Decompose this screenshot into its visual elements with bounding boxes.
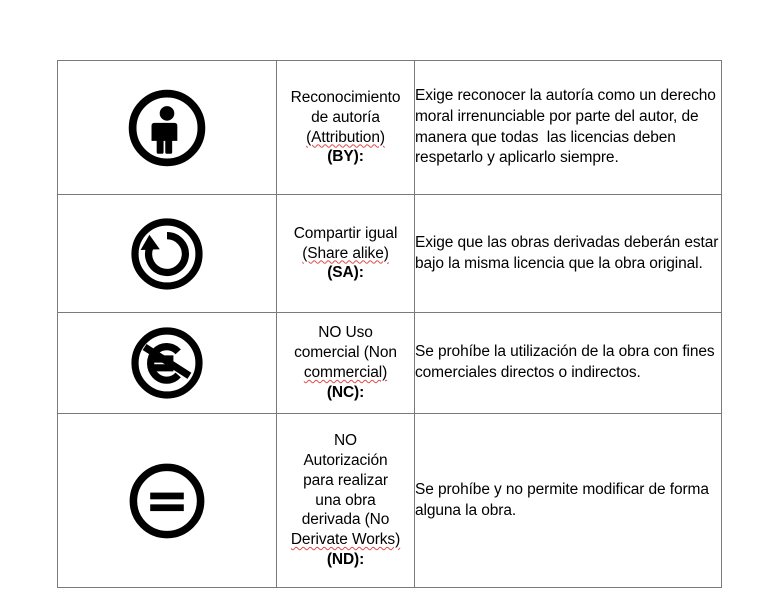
- table-row: [58, 195, 722, 313]
- license-code-sa: (SA):: [327, 264, 364, 282]
- name-cell-sa: [277, 195, 415, 313]
- license-name-nc: [277, 323, 414, 402]
- license-code-by: (BY):: [327, 148, 364, 166]
- license-code-nc: (NC):: [326, 383, 365, 401]
- name-line: Compartir igual: [293, 224, 398, 242]
- description-cell-nc: [415, 313, 722, 414]
- icon-cell-by: [58, 61, 277, 195]
- name-line: comercial (Non: [294, 344, 397, 362]
- name-line-misspelled: Derivate Works): [290, 531, 401, 549]
- cc-by-icon: [58, 75, 276, 181]
- cc-nd-icon: [58, 449, 276, 553]
- cc-nc-icon: [58, 313, 276, 413]
- license-name-nd: [277, 431, 414, 570]
- description-cell-by: [415, 61, 722, 195]
- description-cell-nd: [415, 414, 722, 588]
- license-description-by: Exige reconocer la autoría como un derecho moral irrenunciable por parte del autor, de manera que todas las licencias deben respetarlo y aplicarlo siempre.: [415, 86, 721, 167]
- table-row: [58, 414, 722, 588]
- name-line: NO Uso: [318, 324, 373, 342]
- license-description-nc: Se prohíbe la utilización de la obra con fines comerciales directos o indirectos.: [415, 343, 719, 381]
- description-cell-sa: [415, 195, 722, 313]
- license-name-by: [277, 88, 414, 167]
- name-cell-nd: [277, 414, 415, 588]
- cc-sa-icon: [58, 204, 276, 304]
- icon-cell-sa: [58, 195, 277, 313]
- name-line: de autoría: [311, 108, 380, 126]
- license-code-nd: (ND):: [326, 551, 365, 569]
- name-cell-by: [277, 61, 415, 195]
- license-conditions-table: [57, 60, 722, 588]
- table-row: [58, 313, 722, 414]
- name-line: NO: [333, 432, 358, 450]
- icon-cell-nc: [58, 313, 277, 414]
- license-description-nd: Se prohíbe y no permite modificar de forma alguna la obra.: [415, 480, 714, 519]
- name-line-misspelled: commercial): [303, 364, 388, 381]
- name-line: derivada (No: [301, 511, 390, 529]
- icon-cell-nd: [58, 414, 277, 588]
- license-name-sa: [277, 224, 414, 283]
- name-line: una obra: [315, 491, 376, 509]
- table-row: [58, 61, 722, 195]
- name-line-misspelled: (Share alike): [302, 244, 389, 262]
- name-line: Reconocimiento: [290, 88, 401, 106]
- name-cell-nc: [277, 313, 415, 414]
- license-description-sa: Exige que las obras derivadas deberán estar bajo la misma licencia que la obra original.: [415, 233, 723, 272]
- name-line: Autorización: [303, 451, 388, 469]
- name-line: para realizar: [303, 471, 388, 489]
- name-line-misspelled: (Attribution): [306, 128, 385, 146]
